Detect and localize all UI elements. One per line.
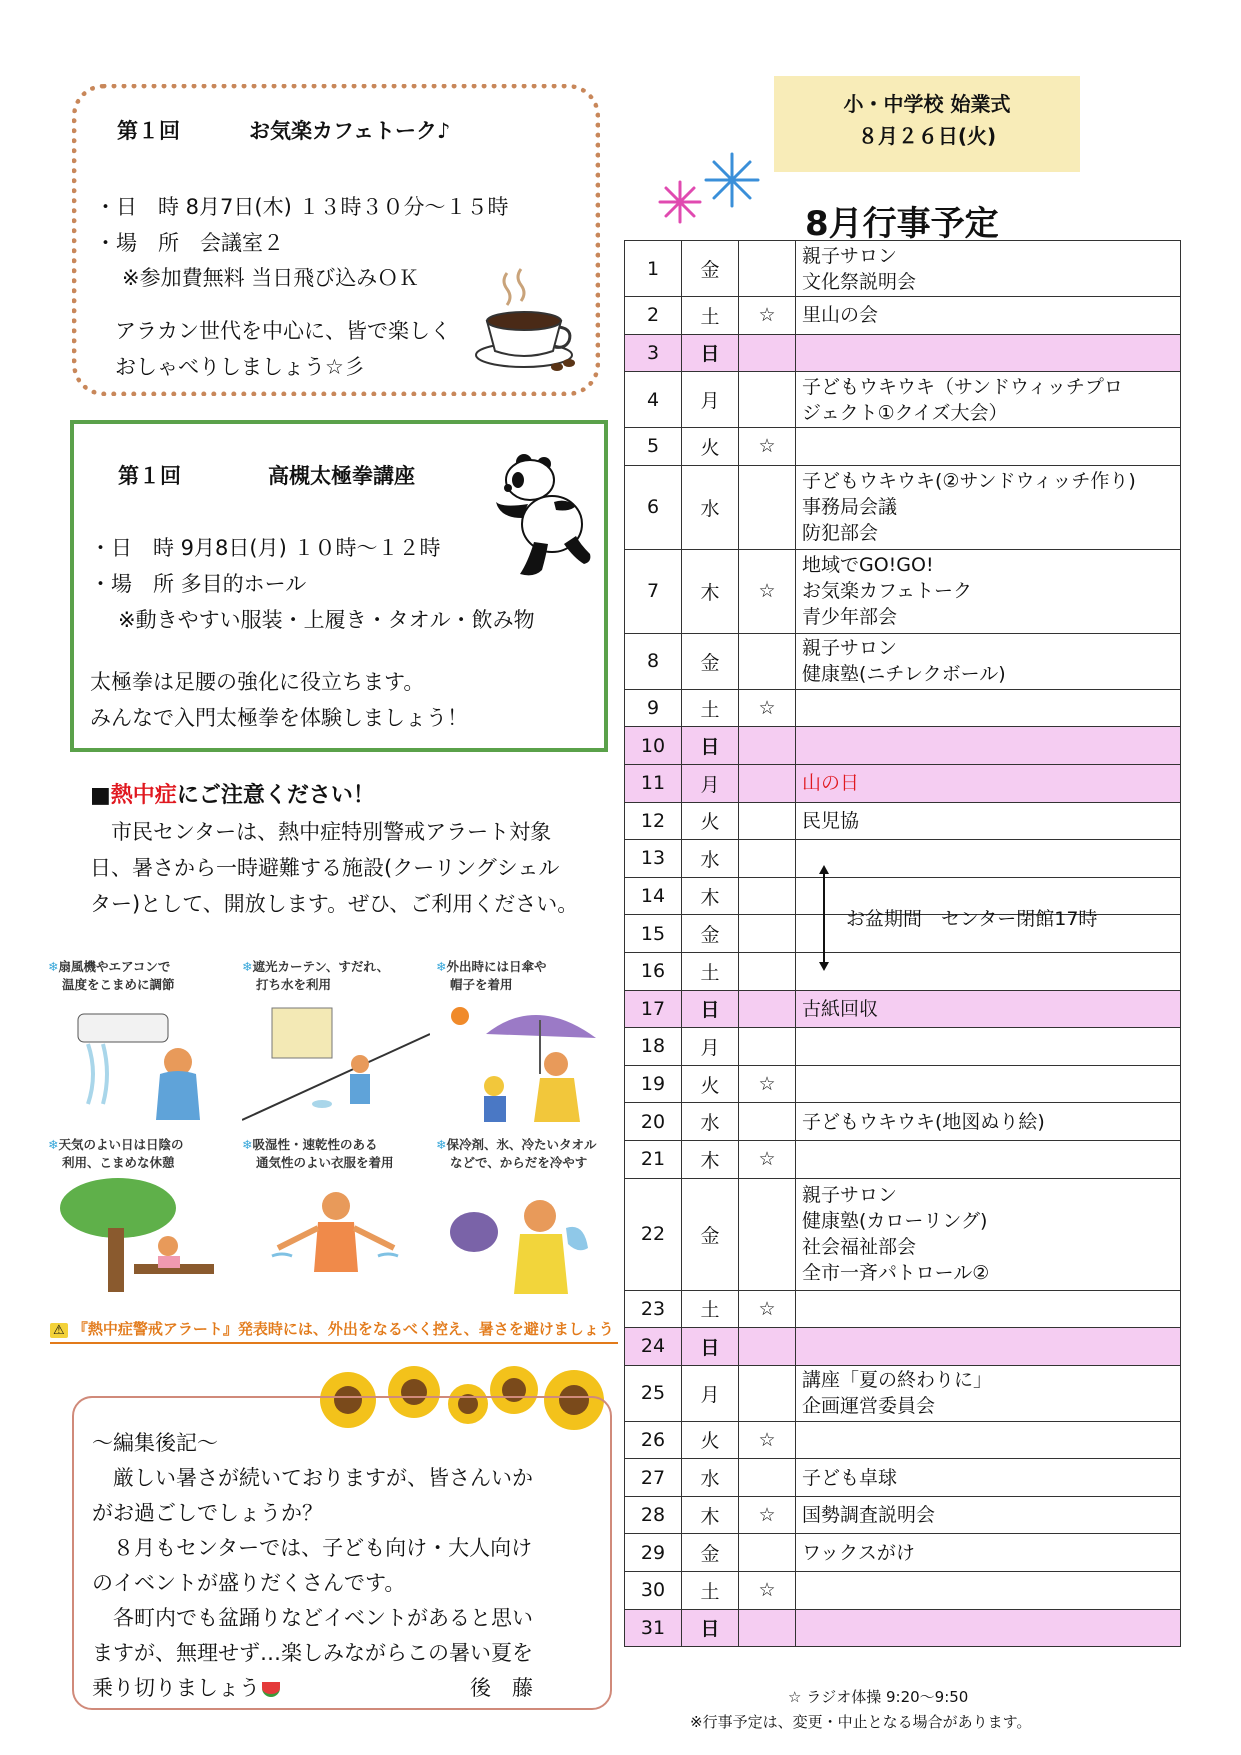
schedule-weekday: 木 bbox=[682, 1140, 739, 1178]
schedule-row-30 bbox=[625, 1572, 1181, 1610]
schedule-radio-star bbox=[739, 465, 796, 549]
tip3-line1: 外出時には日傘や bbox=[446, 959, 547, 974]
schedule-row-29 bbox=[625, 1534, 1181, 1572]
schedule-event: 親子サロン bbox=[802, 244, 898, 267]
schedule-radio-star bbox=[739, 877, 796, 915]
schedule-day: 19 bbox=[625, 1065, 682, 1103]
schedule-events bbox=[796, 1421, 1181, 1459]
schedule-radio-star bbox=[739, 764, 796, 802]
schedule-row-22 bbox=[625, 1178, 1181, 1290]
ceremony-line-2: ８月２６日(火) bbox=[857, 124, 997, 148]
schedule-events bbox=[796, 1290, 1181, 1328]
taichi-note: ※動きやすい服装・上履き・タオル・飲み物 bbox=[118, 608, 535, 632]
schedule-row-8 bbox=[625, 633, 1181, 689]
schedule-radio-star: ☆ bbox=[739, 1572, 796, 1610]
schedule-day: 24 bbox=[625, 1328, 682, 1366]
schedule-weekday: 水 bbox=[682, 1103, 739, 1141]
cafe-desc-2: おしゃべりしましょう☆彡 bbox=[115, 355, 365, 379]
taichi-desc-1: 太極拳は足腰の強化に役立ちます。 bbox=[90, 670, 425, 694]
taichi-title: 高槻太極拳講座 bbox=[268, 464, 415, 488]
tip5-line1: 吸湿性・速乾性のある bbox=[252, 1137, 378, 1152]
schedule-weekday: 木 bbox=[682, 877, 739, 915]
schedule-event: 民児協 bbox=[802, 809, 860, 832]
editor-line-7: 乗り切りましょう bbox=[92, 1676, 260, 1700]
panda-icon bbox=[494, 454, 594, 578]
footnote-schedule-change: ※行事予定は、変更・中止となる場合があります。 bbox=[690, 1713, 1032, 1731]
schedule-weekday: 木 bbox=[682, 549, 739, 633]
schedule-radio-star bbox=[739, 840, 796, 878]
schedule-event: お気楽カフェトーク bbox=[802, 580, 973, 603]
schedule-events bbox=[796, 764, 1181, 802]
schedule-day: 4 bbox=[625, 372, 682, 428]
breathable-clothes-icon bbox=[242, 1172, 430, 1302]
schedule-day: 12 bbox=[625, 802, 682, 840]
schedule-radio-star: ☆ bbox=[739, 549, 796, 633]
schedule-weekday: 月 bbox=[682, 1365, 739, 1421]
fireworks-icon bbox=[650, 150, 768, 230]
schedule-day: 15 bbox=[625, 915, 682, 953]
schedule-weekday: 金 bbox=[682, 633, 739, 689]
tip6-line1: 保冷剤、氷、冷たいタオル bbox=[446, 1137, 597, 1152]
schedule-day: 23 bbox=[625, 1290, 682, 1328]
schedule-radio-star bbox=[739, 1028, 796, 1066]
schedule-events bbox=[796, 334, 1181, 372]
schedule-weekday: 日 bbox=[682, 334, 739, 372]
schedule-day: 13 bbox=[625, 840, 682, 878]
cafe-talk-box bbox=[72, 84, 600, 396]
tip-panel-umbrella: ❄外出時には日傘や 帽子を着用 bbox=[436, 958, 624, 1128]
editor-line-4: のイベントが盛りだくさんです。 bbox=[92, 1571, 406, 1595]
schedule-row-24 bbox=[625, 1328, 1181, 1366]
schedule-weekday: 土 bbox=[682, 1572, 739, 1610]
schedule-row-25 bbox=[625, 1365, 1181, 1421]
cafe-desc-1: アラカン世代を中心に、皆で楽しく bbox=[115, 319, 451, 343]
schedule-event: 子どもウキウキ(地図ぬり絵) bbox=[802, 1110, 1045, 1133]
schedule-radio-star bbox=[739, 1328, 796, 1366]
schedule-weekday: 火 bbox=[682, 1421, 739, 1459]
schedule-radio-star bbox=[739, 727, 796, 765]
schedule-events bbox=[796, 1028, 1181, 1066]
schedule-radio-star: ☆ bbox=[739, 1421, 796, 1459]
schedule-day: 20 bbox=[625, 1103, 682, 1141]
schedule-events bbox=[796, 1534, 1181, 1572]
schedule-events bbox=[796, 1065, 1181, 1103]
heat-line-1: 市民センターは、熱中症特別警戒アラート対象 bbox=[90, 820, 552, 844]
schedule-events bbox=[796, 1572, 1181, 1610]
schedule-day: 9 bbox=[625, 689, 682, 727]
schedule-events bbox=[796, 1140, 1181, 1178]
editor-signature: 後 藤 bbox=[470, 1676, 533, 1700]
schedule-row-27 bbox=[625, 1459, 1181, 1497]
schedule-events bbox=[796, 549, 1181, 633]
schedule-weekday: 土 bbox=[682, 689, 739, 727]
schedule-events bbox=[796, 727, 1181, 765]
editor-heading: ～編集後記～ bbox=[92, 1431, 218, 1455]
schedule-day: 18 bbox=[625, 1028, 682, 1066]
schedule-row-26 bbox=[625, 1421, 1181, 1459]
schedule-event: 健康塾(カローリング) bbox=[802, 1210, 988, 1232]
schedule-weekday: 水 bbox=[682, 1459, 739, 1497]
schedule-event: 地域でGO!GO! bbox=[802, 554, 934, 577]
schedule-weekday: 金 bbox=[682, 1178, 739, 1290]
schedule-row-17 bbox=[625, 990, 1181, 1028]
schedule-weekday: 土 bbox=[682, 297, 739, 335]
taichi-box bbox=[70, 420, 608, 752]
schedule-day: 1 bbox=[625, 241, 682, 297]
schedule-day: 7 bbox=[625, 549, 682, 633]
schedule-weekday: 日 bbox=[682, 990, 739, 1028]
schedule-radio-star bbox=[739, 1365, 796, 1421]
schedule-day: 30 bbox=[625, 1572, 682, 1610]
schedule-weekday: 水 bbox=[682, 840, 739, 878]
schedule-radio-star bbox=[739, 633, 796, 689]
heat-line-2: 日、暑さから一時避難する施設(クーリングシェル bbox=[90, 856, 560, 880]
cafe-note: ※参加費無料 当日飛び込みＯＫ bbox=[122, 266, 420, 290]
schedule-weekday: 土 bbox=[682, 1290, 739, 1328]
schedule-weekday: 月 bbox=[682, 1028, 739, 1066]
schedule-day: 6 bbox=[625, 465, 682, 549]
schedule-title: 8月行事予定 bbox=[805, 204, 999, 244]
schedule-row-6 bbox=[625, 465, 1181, 549]
schedule-radio-star bbox=[739, 952, 796, 990]
schedule-weekday: 日 bbox=[682, 1328, 739, 1366]
schedule-radio-star bbox=[739, 334, 796, 372]
schedule-events bbox=[796, 1365, 1181, 1421]
schedule-day: 17 bbox=[625, 990, 682, 1028]
schedule-events bbox=[796, 1178, 1181, 1290]
schedule-day: 25 bbox=[625, 1365, 682, 1421]
schedule-event: 全市一斉パトロール② bbox=[802, 1262, 990, 1284]
schedule-radio-star: ☆ bbox=[739, 297, 796, 335]
heat-tips-panels bbox=[48, 958, 624, 1306]
schedule-weekday: 木 bbox=[682, 1496, 739, 1534]
schedule-row-12 bbox=[625, 802, 1181, 840]
schedule-row-23 bbox=[625, 1290, 1181, 1328]
schedule-radio-star bbox=[739, 802, 796, 840]
tip2-line1: 遮光カーテン、すだれ、 bbox=[252, 959, 390, 974]
editor-line-3: ８月もセンターでは、子ども向け・大人向け bbox=[92, 1536, 533, 1560]
editor-line-1: 厳しい暑さが続いておりますが、皆さんいか bbox=[92, 1466, 533, 1490]
schedule-event: 子どもウキウキ(②サンドウィッチ作り) bbox=[802, 470, 1136, 493]
schedule-row-20 bbox=[625, 1103, 1181, 1141]
schedule-day: 3 bbox=[625, 334, 682, 372]
heat-heading-red: 熱中症 bbox=[110, 783, 177, 808]
editor-note-box bbox=[72, 1396, 612, 1710]
schedule-event: ジェクト①クイズ大会） bbox=[802, 401, 1008, 424]
heat-paragraph bbox=[90, 814, 578, 922]
schedule-row-4 bbox=[625, 372, 1181, 428]
schedule-day: 26 bbox=[625, 1421, 682, 1459]
schedule-event: 山の日 bbox=[802, 772, 860, 795]
schedule-day: 28 bbox=[625, 1496, 682, 1534]
watermelon-icon bbox=[262, 1682, 280, 1697]
tree-shade-icon bbox=[48, 1172, 236, 1302]
coffee-cup-icon bbox=[469, 265, 579, 375]
taichi-place: ・場 所 多目的ホール bbox=[90, 572, 307, 596]
schedule-events bbox=[796, 465, 1181, 549]
editor-line-5: 各町内でも盆踊りなどイベントがあると思い bbox=[92, 1606, 533, 1630]
schedule-radio-star: ☆ bbox=[739, 1290, 796, 1328]
schedule-row-11 bbox=[625, 764, 1181, 802]
schedule-row-9 bbox=[625, 689, 1181, 727]
cafe-title: お気楽カフェトーク♪ bbox=[249, 119, 451, 143]
schedule-events bbox=[796, 428, 1181, 466]
schedule-events bbox=[796, 802, 1181, 840]
schedule-day: 8 bbox=[625, 633, 682, 689]
tip2-line2: 打ち水を利用 bbox=[256, 977, 332, 992]
tip-panel-shade: ❄天気のよい日は日陰の 利用、こまめな休憩 bbox=[48, 1136, 236, 1306]
schedule-events bbox=[796, 990, 1181, 1028]
schedule-day: 21 bbox=[625, 1140, 682, 1178]
schedule-radio-star bbox=[739, 1459, 796, 1497]
schedule-day: 2 bbox=[625, 297, 682, 335]
schedule-event: 健康塾(ニチレクボール) bbox=[802, 663, 1006, 686]
taichi-title-number: 第１回 bbox=[118, 464, 181, 488]
schedule-event: 事務局会議 bbox=[802, 496, 898, 519]
schedule-radio-star: ☆ bbox=[739, 1140, 796, 1178]
schedule-day: 29 bbox=[625, 1534, 682, 1572]
schedule-event: 講座「夏の終わりに」 bbox=[802, 1369, 993, 1392]
schedule-event: 子どもウキウキ（サンドウィッチプロ bbox=[802, 375, 1123, 398]
footnote-radio-exercise: ☆ ラジオ体操 9:20～9:50 bbox=[788, 1688, 969, 1706]
schedule-row-28 bbox=[625, 1496, 1181, 1534]
schedule-weekday: 金 bbox=[682, 241, 739, 297]
tip1-line2: 温度をこまめに調節 bbox=[62, 977, 175, 992]
schedule-weekday: 日 bbox=[682, 1609, 739, 1647]
schedule-events bbox=[796, 241, 1181, 297]
schedule-radio-star bbox=[739, 1103, 796, 1141]
double-arrow-icon bbox=[816, 864, 832, 972]
tip-panel-cooling: ❄保冷剤、氷、冷たいタオル などで、からだを冷やす bbox=[436, 1136, 624, 1306]
schedule-weekday: 水 bbox=[682, 465, 739, 549]
editor-last-line bbox=[92, 1671, 602, 1706]
schedule-events bbox=[796, 297, 1181, 335]
schedule-day: 11 bbox=[625, 764, 682, 802]
schedule-weekday: 金 bbox=[682, 1534, 739, 1572]
schedule-radio-star bbox=[739, 915, 796, 953]
tip3-line2: 帽子を着用 bbox=[450, 977, 513, 992]
cafe-place: ・場 所 会議室２ bbox=[95, 231, 284, 255]
schedule-day: 22 bbox=[625, 1178, 682, 1290]
air-conditioner-icon bbox=[48, 994, 236, 1124]
schedule-radio-star: ☆ bbox=[739, 1065, 796, 1103]
schedule-day: 27 bbox=[625, 1459, 682, 1497]
schedule-row-2 bbox=[625, 297, 1181, 335]
schedule-day: 31 bbox=[625, 1609, 682, 1647]
schedule-radio-star: ☆ bbox=[739, 428, 796, 466]
schedule-weekday: 月 bbox=[682, 372, 739, 428]
schedule-weekday: 火 bbox=[682, 428, 739, 466]
schedule-weekday: 日 bbox=[682, 727, 739, 765]
schedule-events bbox=[796, 1609, 1181, 1647]
tip-panel-clothes: ❄吸湿性・速乾性のある 通気性のよい衣服を着用 bbox=[242, 1136, 430, 1306]
taichi-date: ・日 時 9月8日(月) １０時～１２時 bbox=[90, 536, 441, 560]
schedule-events bbox=[796, 1459, 1181, 1497]
schedule-weekday: 火 bbox=[682, 1065, 739, 1103]
heat-alert-warning bbox=[50, 1318, 618, 1344]
parasol-icon bbox=[436, 994, 624, 1124]
schedule-radio-star bbox=[739, 241, 796, 297]
schedule-radio-star: ☆ bbox=[739, 1496, 796, 1534]
ceremony-line-1: 小・中学校 始業式 bbox=[843, 92, 1011, 116]
schedule-radio-star bbox=[739, 372, 796, 428]
taichi-desc-2: みんなで入門太極拳を体験しましょう！ bbox=[90, 706, 468, 730]
tip5-line2: 通気性のよい衣服を着用 bbox=[256, 1155, 394, 1170]
schedule-event: 里山の会 bbox=[802, 304, 879, 327]
warning-text: 『熱中症警戒アラート』発表時には、外出をなるべく控え、暑さを避けましょう bbox=[72, 1320, 614, 1338]
schedule-event: 文化祭説明会 bbox=[802, 270, 917, 293]
schedule-row-1 bbox=[625, 241, 1181, 297]
schedule-event: 青少年部会 bbox=[802, 606, 898, 629]
schedule-row-21 bbox=[625, 1140, 1181, 1178]
schedule-event: 防犯部会 bbox=[802, 522, 879, 545]
schedule-weekday: 金 bbox=[682, 915, 739, 953]
schedule-events bbox=[796, 689, 1181, 727]
tip-panel-fan: ❄扇風機やエアコンで 温度をこまめに調節 bbox=[48, 958, 236, 1128]
schedule-day: 5 bbox=[625, 428, 682, 466]
schedule-row-3 bbox=[625, 334, 1181, 372]
schedule-events bbox=[796, 372, 1181, 428]
schedule-radio-star: ☆ bbox=[739, 689, 796, 727]
schedule-radio-star bbox=[739, 990, 796, 1028]
obon-period bbox=[806, 864, 1156, 972]
cafe-title-number: 第１回 bbox=[117, 119, 180, 143]
warning-icon: ⚠ bbox=[50, 1323, 68, 1338]
schedule-event: 社会福祉部会 bbox=[802, 1236, 917, 1258]
curtain-icon bbox=[242, 994, 430, 1124]
schedule-row-19 bbox=[625, 1065, 1181, 1103]
schedule-event: 古紙回収 bbox=[802, 997, 879, 1020]
schedule-day: 14 bbox=[625, 877, 682, 915]
schedule-events bbox=[796, 633, 1181, 689]
schedule-row-7 bbox=[625, 549, 1181, 633]
schedule-weekday: 火 bbox=[682, 802, 739, 840]
cafe-date: ・日 時 8月7日(木) １３時３０分～１５時 bbox=[95, 195, 509, 219]
editor-text bbox=[92, 1426, 602, 1706]
schedule-radio-star bbox=[739, 1534, 796, 1572]
heat-heading bbox=[90, 778, 375, 809]
schedule-row-18 bbox=[625, 1028, 1181, 1066]
heat-heading-square: ■ bbox=[90, 783, 111, 808]
schedule-event: 企画運営委員会 bbox=[802, 1395, 936, 1418]
schedule-event: 子ども卓球 bbox=[802, 1466, 898, 1489]
schedule-day: 16 bbox=[625, 952, 682, 990]
schedule-row-10 bbox=[625, 727, 1181, 765]
schedule-event: 親子サロン bbox=[802, 637, 898, 660]
tip6-line2: などで、からだを冷やす bbox=[450, 1155, 588, 1170]
tip1-line1: 扇風機やエアコンで bbox=[58, 959, 171, 974]
schedule-weekday: 土 bbox=[682, 952, 739, 990]
heat-heading-rest: にご注意ください！ bbox=[176, 783, 375, 808]
editor-line-2: がお過ごしでしょうか？ bbox=[92, 1501, 323, 1525]
schedule-row-5 bbox=[625, 428, 1181, 466]
schedule-events bbox=[796, 1103, 1181, 1141]
tip-panel-curtain: ❄遮光カーテン、すだれ、 打ち水を利用 bbox=[242, 958, 430, 1128]
cooling-towel-icon bbox=[436, 1172, 624, 1302]
schedule-event: ワックスがけ bbox=[802, 1541, 915, 1564]
schedule-day: 10 bbox=[625, 727, 682, 765]
editor-line-6: ますが、無理せず…楽しみながらこの暑い夏を bbox=[92, 1641, 533, 1665]
schedule-event: 国勢調査説明会 bbox=[802, 1504, 936, 1527]
schedule-events bbox=[796, 1328, 1181, 1366]
schedule-events bbox=[796, 1496, 1181, 1534]
schedule-event: 親子サロン bbox=[802, 1184, 898, 1206]
tip4-line1: 天気のよい日は日陰の bbox=[58, 1137, 184, 1152]
schedule-radio-star bbox=[739, 1609, 796, 1647]
schedule-row-31 bbox=[625, 1609, 1181, 1647]
obon-note: お盆期間 センター閉館17時 bbox=[846, 908, 1098, 930]
tip4-line2: 利用、こまめな休憩 bbox=[62, 1155, 175, 1170]
opening-ceremony-box bbox=[774, 76, 1080, 172]
schedule-radio-star bbox=[739, 1178, 796, 1290]
schedule-weekday: 月 bbox=[682, 764, 739, 802]
heat-line-3: ター)として、開放します。ぜひ、ご利用ください。 bbox=[90, 892, 579, 916]
